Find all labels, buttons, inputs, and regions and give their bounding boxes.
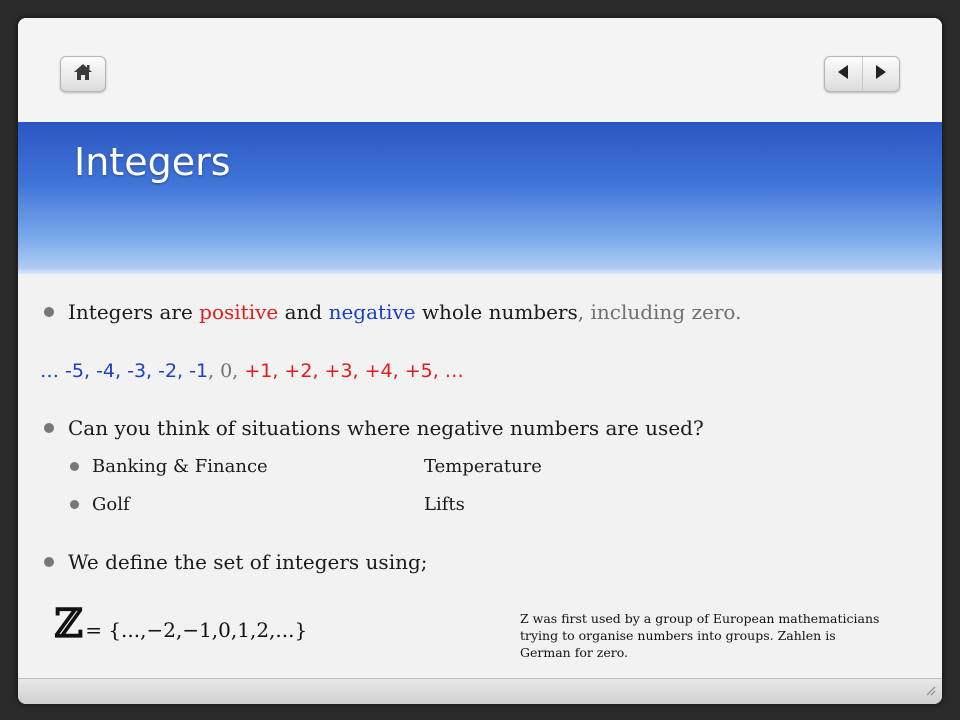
text-prefix: Integers are — [68, 300, 200, 324]
number-line-lead: … — [40, 360, 66, 382]
word-negative: negative — [328, 300, 416, 324]
example-label: Banking & Finance — [92, 456, 268, 477]
example-label: Lifts — [424, 494, 465, 515]
bullet-dot-icon — [70, 462, 79, 471]
word-positive: positive — [199, 300, 279, 324]
bullet-dot-icon — [70, 500, 79, 509]
example-label: Temperature — [424, 456, 542, 477]
example-item-temperature — [424, 456, 542, 477]
text-including-zero: , including zero. — [577, 300, 742, 324]
integer-set-expression: = {...,−2,−1,0,1,2,...} — [85, 618, 308, 642]
bullet-dot-icon — [44, 307, 54, 317]
question-text: Can you think of situations where negative numbers are used? — [68, 416, 704, 440]
home-icon — [73, 63, 93, 85]
next-slide-button[interactable] — [862, 57, 900, 91]
example-item-lifts — [424, 494, 465, 515]
bullet-set-definition — [44, 550, 428, 574]
home-button[interactable] — [60, 56, 106, 92]
slide-navigation — [824, 56, 900, 92]
set-definition-text: We define the set of integers using; — [68, 550, 428, 574]
text-rest: whole numbers — [415, 300, 578, 324]
footnote-zahlen: Z was first used by a group of European mathematicians trying to organise numbers into groups. Zahlen is German for zero. — [520, 611, 880, 660]
bullet-dot-icon — [44, 557, 54, 567]
negative-numbers: -5, -4, -3, -2, -1 — [65, 360, 209, 382]
zero-number: , 0, — [208, 360, 245, 382]
resize-grip-icon[interactable] — [924, 681, 936, 700]
bullet-dot-icon — [44, 423, 54, 433]
number-line — [40, 360, 464, 382]
slide-title: Integers — [74, 140, 231, 184]
positive-numbers: +1, +2, +3, +4, +5, … — [244, 360, 464, 382]
example-item-banking — [70, 456, 268, 477]
example-item-golf — [70, 494, 130, 515]
slide-frame — [18, 18, 942, 704]
slide-bottom-bar — [18, 678, 942, 704]
text-middle: and — [278, 300, 329, 324]
slide-toolbar — [18, 18, 942, 122]
triangle-right-icon — [874, 64, 888, 84]
integer-set-formula — [54, 600, 308, 647]
bullet-integers-definition — [44, 300, 741, 324]
bullet-question — [44, 416, 704, 440]
triangle-left-icon — [836, 64, 850, 84]
title-band — [18, 122, 942, 274]
slide-content — [18, 274, 942, 686]
bullet-text — [68, 300, 741, 324]
integer-set-symbol: ℤ — [54, 600, 84, 647]
example-label: Golf — [92, 494, 130, 515]
previous-slide-button[interactable] — [825, 57, 862, 91]
